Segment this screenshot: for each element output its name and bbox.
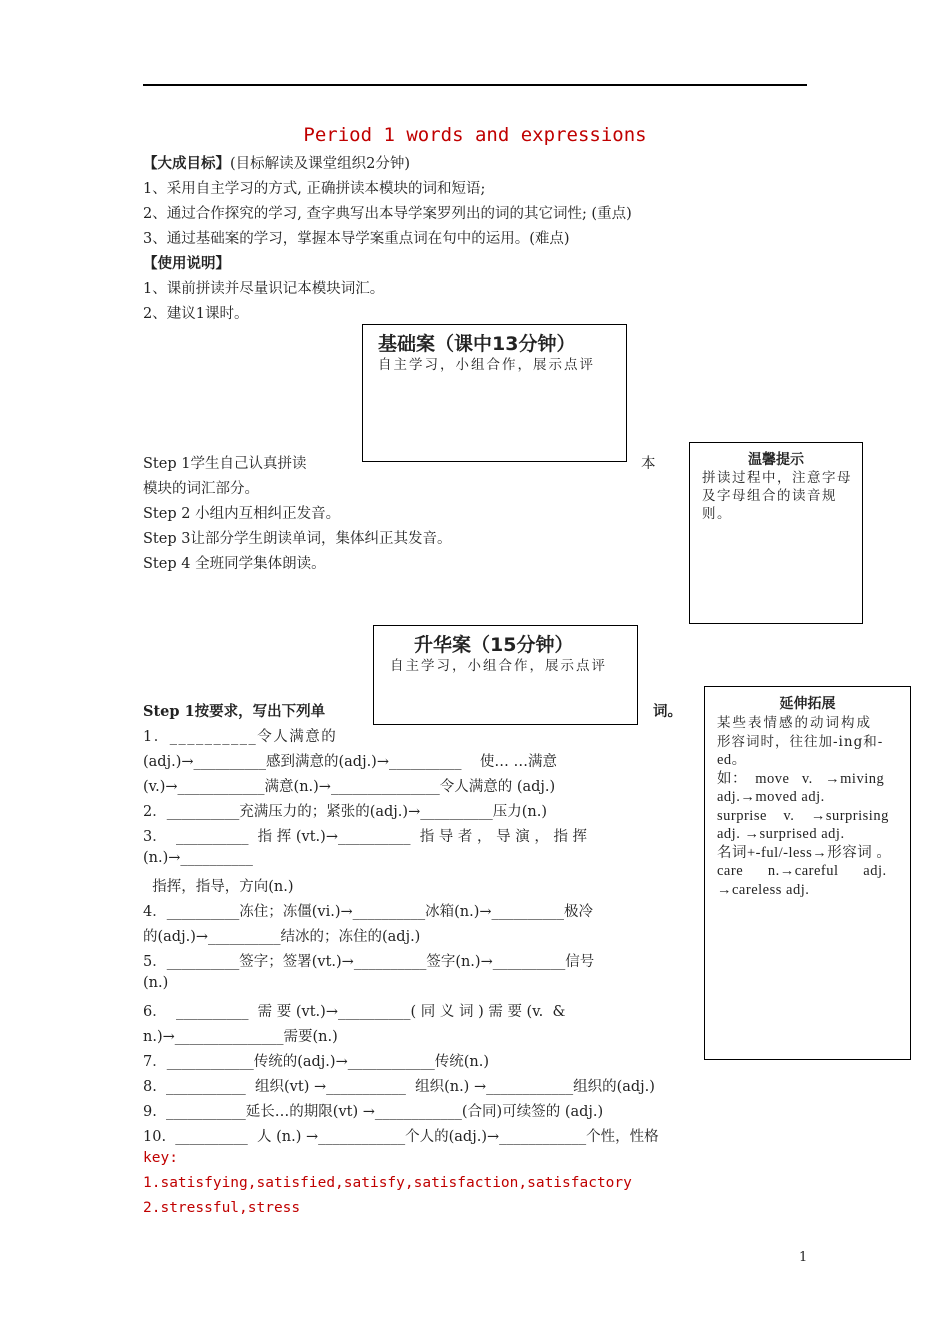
tip-heading: 温馨提示 xyxy=(748,452,804,468)
exercise-line: 7．____________传统的(adj.)→____________传统(n.) xyxy=(143,1054,489,1070)
usage-item: 2、建议1课时。 xyxy=(143,306,249,322)
goal-item: 2、通过合作探究的学习, 查字典写出本导学案罗列出的词的其它词性; (重点) xyxy=(143,206,632,222)
exercise-line: 4．__________冻住；冻僵(vi.)→__________冰箱(n.)→__________极冷 xyxy=(143,904,594,920)
exercise-line: 5．__________签字；签署(vt.)→__________签字(n.)→__________信号 xyxy=(143,954,595,970)
key-label: key: xyxy=(143,1150,178,1166)
extension-line: 如： move v. →miving xyxy=(717,770,885,787)
basic-box-title: 基础案（课中13分钟） xyxy=(378,333,576,355)
goal-item: 3、通过基础案的学习，掌握本导学案重点词在句中的运用。(难点) xyxy=(143,231,570,247)
exercise-line: 的(adj.)→__________结冰的；冻住的(adj.) xyxy=(143,929,421,945)
goals-heading: 【大成目标】 xyxy=(143,155,230,172)
exercise-line: 10. __________ 人 (n.) →____________个人的(adj.)→____________个性，性格 xyxy=(143,1129,659,1145)
extension-line: →careless adj. xyxy=(717,881,810,898)
basic-step2: Step 2 小组内互相纠正发音。 xyxy=(143,506,341,522)
goals-heading-line xyxy=(143,152,410,173)
extension-heading: 延伸拓展 xyxy=(779,696,836,712)
exercise-line: 9. ___________延长…的期限(vt) →____________(合同)可续签的 (adj.) xyxy=(143,1104,604,1120)
exercise-line: 1．__________令人满意的 xyxy=(143,729,338,745)
key-line-2: 2.stressful,stress xyxy=(143,1200,301,1216)
usage-heading: 【使用说明】 xyxy=(143,255,230,272)
extension-line: adj. →surprised adj. xyxy=(717,826,845,842)
advanced-box-title: 升华案（15分钟） xyxy=(414,634,574,656)
extension-line: adj.→moved adj. xyxy=(717,789,825,805)
basic-step4: Step 4 全班同学集体朗读。 xyxy=(143,556,326,572)
basic-step1-cont: 模块的词汇部分。 xyxy=(143,481,259,497)
page-title: Period 1 words and expressions xyxy=(303,124,647,146)
extension-line: 名词+-ful/-less→形容词 。 xyxy=(717,844,892,861)
goals-heading-note: (目标解读及课堂组织2分钟) xyxy=(230,156,411,172)
exercise-line: 8. ___________ 组织(vt) →___________ 组织(n.) →____________组织的(adj.) xyxy=(143,1079,655,1095)
exercise-line: 3． __________ 指 挥 (vt.)→__________ 指 导 者 ， 导 演 ， 指 挥 xyxy=(143,829,588,845)
exercise-line: 6． __________ 需 要 (vt.)→__________( 同 义 词 ) 需 要 (v. & xyxy=(143,1004,566,1020)
goal-item: 1、采用自主学习的方式, 正确拼读本模块的词和短语; xyxy=(143,181,486,197)
extension-line: care n.→careful adj. xyxy=(717,863,887,879)
header-rule xyxy=(143,84,807,86)
advanced-step1: Step 1按要求，写出下列单 xyxy=(143,703,326,720)
advanced-box-subtitle: 自主学习，小组合作，展示点评 xyxy=(390,658,607,674)
basic-step3: Step 3让部分学生朗读单词，集体纠正其发音。 xyxy=(143,531,452,547)
basic-box-subtitle: 自主学习，小组合作，展示点评 xyxy=(378,357,595,373)
extension-line: 某些表情感的动词构成 xyxy=(717,715,872,731)
key-line-1: 1.satisfying,satisfied,satisfy,satisfaction,satisfactory xyxy=(143,1175,632,1191)
exercise-line: 指挥，指导，方向(n.) xyxy=(143,879,294,895)
basic-step1: Step 1学生自己认真拼读 xyxy=(143,456,307,472)
tip-text: 拼读过程中，注意字母及字母组合的读音规则。 xyxy=(702,470,852,522)
exercise-line: (adj.)→__________感到满意的(adj.)→__________ 使… …满意 xyxy=(143,754,558,770)
extension-line: ed。 xyxy=(717,752,747,768)
exercise-line: n.)→_______________需要(n.) xyxy=(143,1029,338,1045)
extension-line: surprise v. →surprising xyxy=(717,807,889,824)
extension-box xyxy=(704,686,911,1060)
exercise-line: (n.) xyxy=(143,975,169,991)
exercise-line: (v.)→____________满意(n.)→_______________令人满意的 (adj.) xyxy=(143,779,556,795)
usage-item: 1、课前拼读并尽量识记本模块词汇。 xyxy=(143,281,385,297)
basic-step1-end: 本 xyxy=(641,456,656,472)
page-number: 1 xyxy=(799,1250,808,1265)
exercise-line: (n.)→__________ xyxy=(143,850,253,866)
advanced-step1-end: 词。 xyxy=(653,703,682,720)
extension-line: 形容词时，往往加-ing和- xyxy=(717,733,884,750)
exercise-line: 2．__________充满压力的；紧张的(adj.)→__________压力(n.) xyxy=(143,804,547,820)
tip-box xyxy=(689,442,863,624)
